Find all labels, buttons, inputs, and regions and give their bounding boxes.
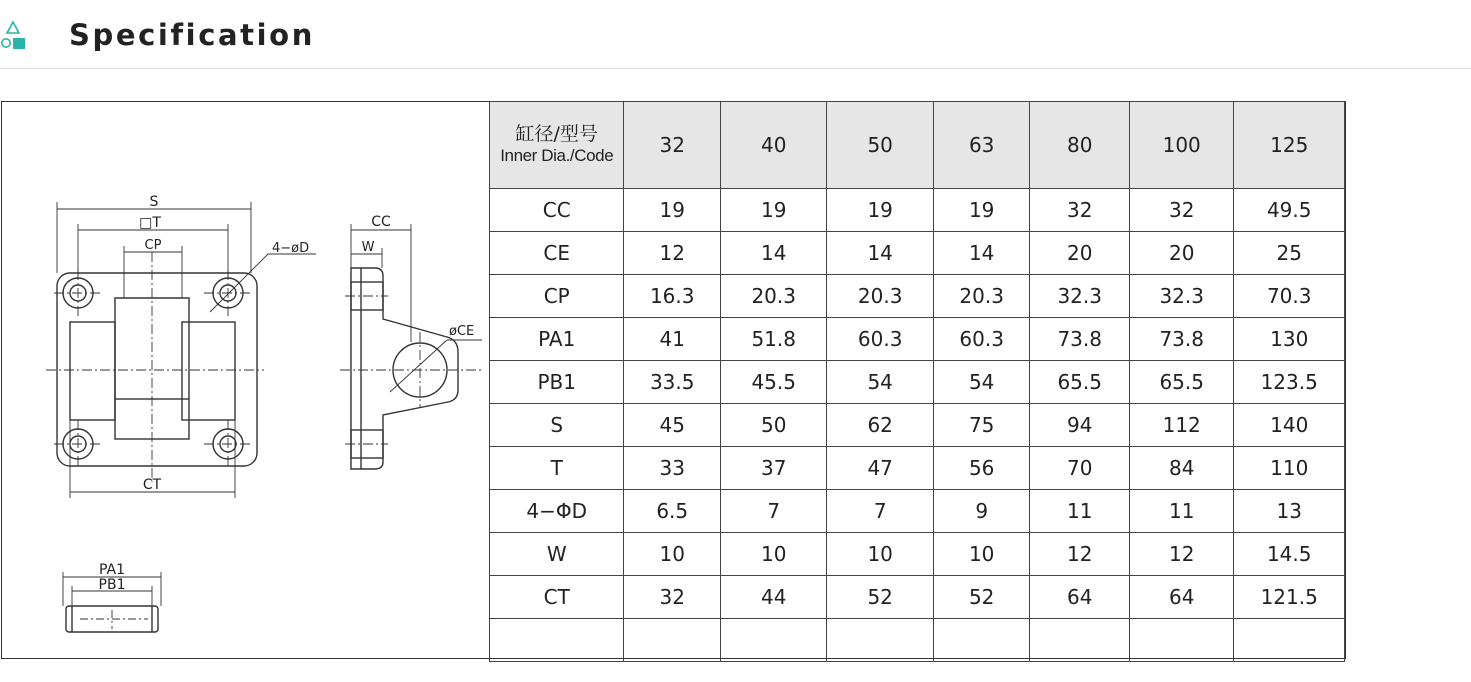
table-row bbox=[490, 576, 1345, 619]
table-cell: 52 bbox=[933, 576, 1030, 619]
table-cell: 10 bbox=[624, 533, 721, 576]
table-cell: 20.3 bbox=[933, 275, 1030, 318]
row-label: CE bbox=[490, 232, 624, 275]
table-cell-empty bbox=[490, 619, 624, 662]
table-cell: 6.5 bbox=[624, 490, 721, 533]
table-row bbox=[490, 232, 1345, 275]
table-cell: 19 bbox=[827, 189, 933, 232]
table-cell-empty bbox=[1030, 619, 1130, 662]
table-cell: 110 bbox=[1234, 447, 1345, 490]
table-cell: 13 bbox=[1234, 490, 1345, 533]
table-row bbox=[490, 404, 1345, 447]
table-cell: 20.3 bbox=[721, 275, 827, 318]
label-pa1: PA1 bbox=[98, 562, 126, 578]
table-cell: 11 bbox=[1030, 490, 1130, 533]
row-label: T bbox=[490, 447, 624, 490]
table-cell-empty bbox=[933, 619, 1030, 662]
table-cell: 121.5 bbox=[1234, 576, 1345, 619]
table-cell: 37 bbox=[721, 447, 827, 490]
row-label: PA1 bbox=[490, 318, 624, 361]
label-ce: øCE bbox=[449, 324, 475, 339]
label-s: S bbox=[149, 194, 159, 210]
column-header: 32 bbox=[624, 102, 721, 189]
table-cell: 14 bbox=[721, 232, 827, 275]
table-cell: 50 bbox=[721, 404, 827, 447]
plate-outline bbox=[57, 273, 257, 466]
table-cell: 32 bbox=[1030, 189, 1130, 232]
table-cell: 70.3 bbox=[1234, 275, 1345, 318]
table-cell: 14 bbox=[827, 232, 933, 275]
table-cell: 130 bbox=[1234, 318, 1345, 361]
table-cell: 84 bbox=[1129, 447, 1233, 490]
row-label: W bbox=[490, 533, 624, 576]
table-cell: 140 bbox=[1234, 404, 1345, 447]
table-cell-empty bbox=[624, 619, 721, 662]
row-label: CT bbox=[490, 576, 624, 619]
table-cell: 64 bbox=[1030, 576, 1130, 619]
table-row bbox=[490, 490, 1345, 533]
table-cell: 47 bbox=[827, 447, 933, 490]
column-header: 63 bbox=[933, 102, 1030, 189]
table-cell: 73.8 bbox=[1030, 318, 1130, 361]
table-cell: 14.5 bbox=[1234, 533, 1345, 576]
table-cell: 16.3 bbox=[624, 275, 721, 318]
table-cell: 32.3 bbox=[1129, 275, 1233, 318]
page-header bbox=[0, 0, 1471, 70]
table-cell: 45.5 bbox=[721, 361, 827, 404]
table-header-row bbox=[490, 102, 1345, 189]
table-cell: 41 bbox=[624, 318, 721, 361]
label-pb1: PB1 bbox=[98, 577, 126, 593]
table-cell: 20.3 bbox=[827, 275, 933, 318]
technical-drawing bbox=[2, 102, 490, 662]
table-cell: 20 bbox=[1129, 232, 1233, 275]
shapes-icon bbox=[0, 20, 30, 52]
table-cell: 19 bbox=[624, 189, 721, 232]
table-cell: 62 bbox=[827, 404, 933, 447]
table-cell: 94 bbox=[1030, 404, 1130, 447]
table-cell: 12 bbox=[624, 232, 721, 275]
table-cell: 51.8 bbox=[721, 318, 827, 361]
table-cell: 12 bbox=[1129, 533, 1233, 576]
header-divider bbox=[0, 68, 1471, 69]
column-header: 40 bbox=[721, 102, 827, 189]
table-cell: 112 bbox=[1129, 404, 1233, 447]
table-cell: 70 bbox=[1030, 447, 1130, 490]
table-cell: 123.5 bbox=[1234, 361, 1345, 404]
table-cell: 32 bbox=[624, 576, 721, 619]
table-cell-empty bbox=[721, 619, 827, 662]
table-cell-empty bbox=[1129, 619, 1233, 662]
table-cell: 33.5 bbox=[624, 361, 721, 404]
table-row bbox=[490, 189, 1345, 232]
table-cell: 49.5 bbox=[1234, 189, 1345, 232]
label-4-d: 4−øD bbox=[272, 241, 310, 256]
table-cell: 56 bbox=[933, 447, 1030, 490]
table-cell: 32.3 bbox=[1030, 275, 1130, 318]
row-label: S bbox=[490, 404, 624, 447]
column-header: 125 bbox=[1234, 102, 1345, 189]
table-cell: 44 bbox=[721, 576, 827, 619]
table-empty-row bbox=[490, 619, 1345, 662]
header-label-en: Inner Dia./Code bbox=[500, 146, 614, 165]
table-row bbox=[490, 275, 1345, 318]
table-cell: 75 bbox=[933, 404, 1030, 447]
page-title: Specification bbox=[69, 18, 315, 52]
label-cc: CC bbox=[371, 214, 391, 230]
table-cell: 14 bbox=[933, 232, 1030, 275]
table-cell: 54 bbox=[933, 361, 1030, 404]
table-cell: 73.8 bbox=[1129, 318, 1233, 361]
table-cell: 45 bbox=[624, 404, 721, 447]
column-header: 100 bbox=[1129, 102, 1233, 189]
table-row bbox=[490, 318, 1345, 361]
table-row bbox=[490, 447, 1345, 490]
row-label: PB1 bbox=[490, 361, 624, 404]
table-cell: 64 bbox=[1129, 576, 1233, 619]
table-cell: 52 bbox=[827, 576, 933, 619]
label-ct: CT bbox=[142, 477, 162, 493]
table-cell: 54 bbox=[827, 361, 933, 404]
specification-panel bbox=[1, 101, 1346, 659]
label-t: □T bbox=[139, 215, 161, 231]
table-cell: 33 bbox=[624, 447, 721, 490]
header-label-cell bbox=[490, 102, 624, 189]
table-cell: 20 bbox=[1030, 232, 1130, 275]
label-w: W bbox=[361, 240, 375, 255]
table-cell: 10 bbox=[721, 533, 827, 576]
table-cell: 12 bbox=[1030, 533, 1130, 576]
table-cell: 10 bbox=[827, 533, 933, 576]
table-cell: 7 bbox=[721, 490, 827, 533]
table-cell: 11 bbox=[1129, 490, 1233, 533]
header-label-cn: 缸径/型号 bbox=[515, 123, 598, 145]
table-cell: 10 bbox=[933, 533, 1030, 576]
table-cell: 19 bbox=[933, 189, 1030, 232]
table-cell: 25 bbox=[1234, 232, 1345, 275]
table-cell-empty bbox=[827, 619, 933, 662]
table-cell: 60.3 bbox=[933, 318, 1030, 361]
label-cp: CP bbox=[144, 238, 162, 253]
table-cell: 60.3 bbox=[827, 318, 933, 361]
table-cell-empty bbox=[1234, 619, 1345, 662]
table-row bbox=[490, 361, 1345, 404]
spec-table bbox=[489, 101, 1345, 662]
table-cell: 65.5 bbox=[1129, 361, 1233, 404]
row-label: CC bbox=[490, 189, 624, 232]
table-cell: 65.5 bbox=[1030, 361, 1130, 404]
row-label: CP bbox=[490, 275, 624, 318]
table-row bbox=[490, 533, 1345, 576]
table-cell: 9 bbox=[933, 490, 1030, 533]
row-label: 4−ΦD bbox=[490, 490, 624, 533]
table-cell: 32 bbox=[1129, 189, 1233, 232]
column-header: 80 bbox=[1030, 102, 1130, 189]
column-header: 50 bbox=[827, 102, 933, 189]
table-cell: 19 bbox=[721, 189, 827, 232]
table-cell: 7 bbox=[827, 490, 933, 533]
